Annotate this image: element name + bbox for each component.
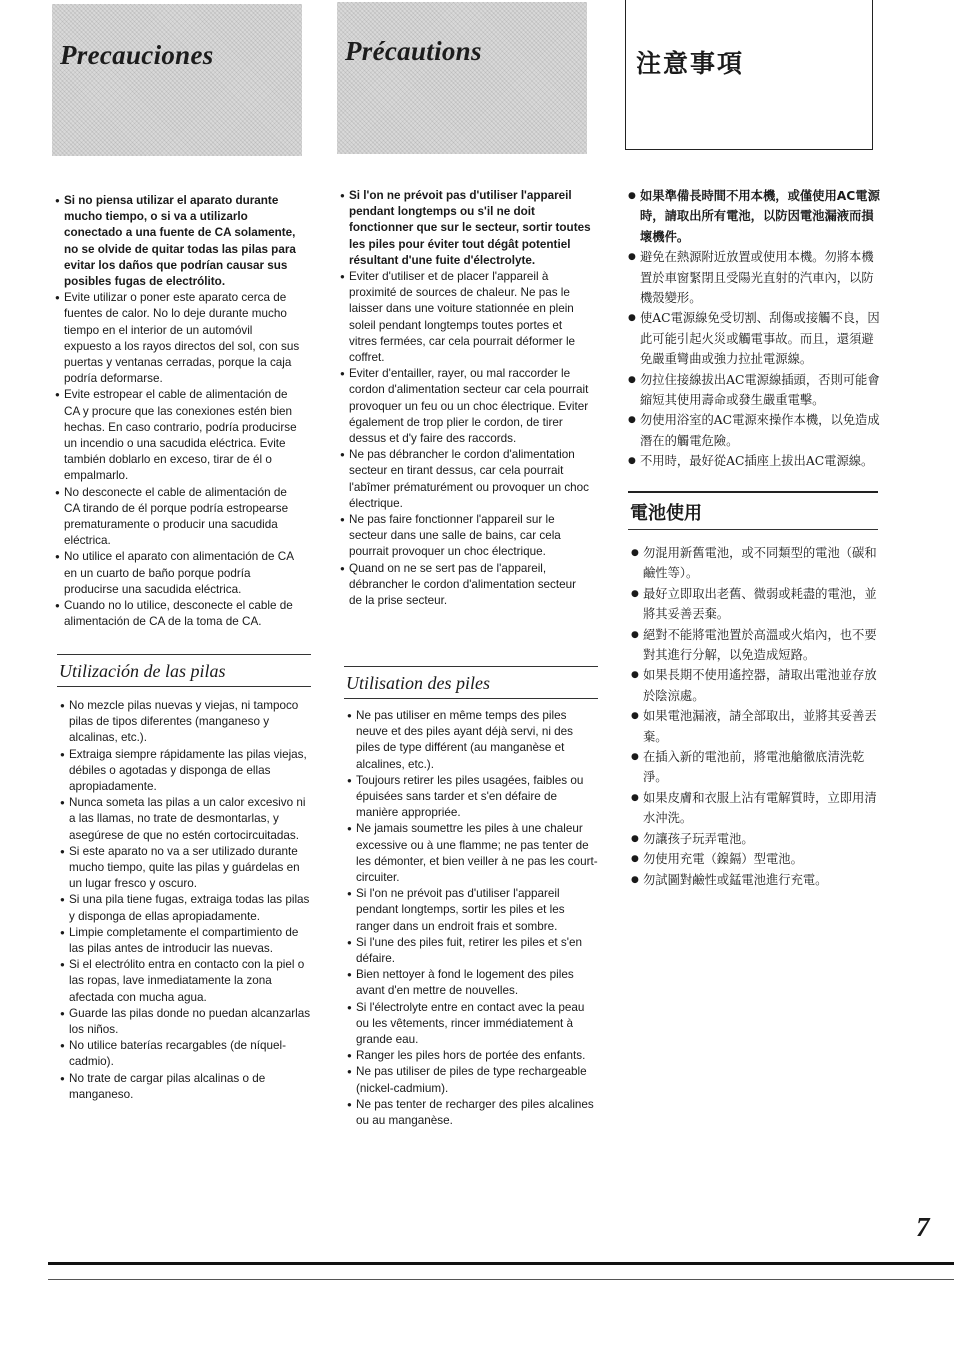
chinese-title-box bbox=[625, 0, 873, 150]
list-item: ● Ne pas faire fonctionner l'appareil sur le secteur dans une salle de bains, car cela pourrait provoquer un choc électrique. bbox=[340, 512, 592, 561]
list-item: ● 勿混用新舊電池，或不同類型的電池（碳和鹼性等）。 bbox=[631, 543, 879, 584]
list-item: ● 最好立即取出老舊、微弱或耗盡的電池，並將其妥善丟棄。 bbox=[631, 584, 879, 625]
list-item: ● No utilice el aparato con alimentación de CA en un cuarto de baño porque podría producirse una sacudida eléctrica. bbox=[55, 549, 303, 598]
list-item: ● 如果電池漏液，請全部取出，並將其妥善丟棄。 bbox=[631, 706, 879, 747]
list-item: ● 勿試圖對鹼性或錳電池進行充電。 bbox=[631, 870, 879, 890]
chinese-precautions bbox=[628, 186, 880, 472]
list-item: ● Si una pila tiene fugas, extraiga todas las pilas y disponga de ellas apropiadamente. bbox=[60, 892, 312, 924]
list-item: ● 勿讓孩子玩弄電池。 bbox=[631, 829, 879, 849]
list-item: ● Si no piensa utilizar el aparato durante mucho tiempo, o si va a utilizarlo conectado a una fuente de CA solamente, no se olvide de quitar todas las pilas para evitar los daños que podrían causar sus posibles fugas de electrólito. bbox=[55, 193, 303, 290]
page-number: 7 bbox=[916, 1212, 930, 1242]
footer-rule-thin bbox=[48, 1279, 954, 1280]
list-item: ● Ranger les piles hors de portée des enfants. bbox=[347, 1048, 599, 1064]
chinese-title: 注意事項 bbox=[636, 49, 745, 78]
list-item: ● 避免在熱源附近放置或使用本機。勿將本機置於車窗緊閉且受陽光直射的汽車內，以防機殼變形。 bbox=[628, 247, 880, 308]
list-item: ● Ne pas utiliser de piles de type rechargeable (nickel-cadmium). bbox=[347, 1064, 599, 1096]
list-item: ● 使AC電源線免受切割、刮傷或接觸不良，因此可能引起火災或觸電事故。而且，還須避免嚴重彎曲或強力拉扯電源線。 bbox=[628, 308, 880, 369]
list-item: ● Guarde las pilas donde no puedan alcanzarlas los niños. bbox=[60, 1006, 312, 1038]
list-item: ● Eviter d'utiliser et de placer l'appareil à proximité de sources de chaleur. Ne pas le laisser dans une voiture stationnée en plein soleil pendant longtemps toutes portes et vitres fermées, car cela pourrait déformer le coffret. bbox=[340, 269, 592, 366]
list-item: ● Evite utilizar o poner este aparato cerca de fuentes de calor. No lo deje durante mucho tiempo en el interior de un automóvil expuesto a los rayos directos del sol, con sus puertas y ventanas cerradas, porque la caja podría deformarse. bbox=[55, 290, 303, 387]
list-item: ● No utilice baterías recargables (de níquel-cadmio). bbox=[60, 1038, 312, 1070]
list-item: ● Ne pas utiliser en même temps des piles neuve et des piles ayant déjà servi, ni des piles de type différent (au manganèse et alcalines, etc.). bbox=[347, 708, 599, 773]
spanish-batteries bbox=[60, 698, 312, 1103]
list-item: ● Si l'on ne prévoit pas d'utiliser l'appareil pendant longtemps ou s'il ne doit fonctionner que sur le secteur, sortir toutes les piles pour éviter tout dégât potentiel résultant d'une fuite d'électrolyte. bbox=[340, 188, 592, 269]
list-item: ● Nunca someta las pilas a un calor excesivo ni a las llamas, no trate de desmontarlas, y asegúrese de que no estén cortocircuitadas. bbox=[60, 795, 312, 844]
list-item: ● Si el electrólito entra en contacto con la piel o las ropas, lave inmediatamente la zona afectada con mucha agua. bbox=[60, 957, 312, 1006]
spanish-precautions bbox=[55, 193, 303, 630]
list-item: ● Si l'on ne prévoit pas d'utiliser l'appareil pendant longtemps, sortir les piles et les ranger dans un endroit frais et sombre. bbox=[347, 886, 599, 935]
list-item: ● No mezcle pilas nuevas y viejas, ni tampoco pilas de tipos diferentes (manganeso y alcalinas, etc.). bbox=[60, 698, 312, 747]
list-item: ● Cuando no lo utilice, desconecte el cable de alimentación de CA de la toma de CA. bbox=[55, 598, 303, 630]
list-item: ● 如果準備長時間不用本機，或僅使用AC電源時，請取出所有電池，以防因電池漏液而損壞機件。 bbox=[628, 186, 880, 247]
list-item: ● Ne pas tenter de recharger des piles alcalines ou au manganèse. bbox=[347, 1097, 599, 1129]
french-title: Précautions bbox=[345, 36, 482, 66]
list-item: ● No trate de cargar pilas alcalinas o de manganeso. bbox=[60, 1071, 312, 1103]
list-item: ● 勿拉住接線拔出AC電源線插頭，否則可能會縮短其使用壽命或發生嚴重電擊。 bbox=[628, 370, 880, 411]
list-item: ● Eviter d'entailler, rayer, ou mal raccorder le cordon d'alimentation secteur car cela pourrait provoquer un feu ou un choc électrique. Eviter également de trop plier le cordon, de tirer dessus et d'y faire des raccords. bbox=[340, 366, 592, 447]
chinese-batteries bbox=[631, 543, 879, 890]
list-item: ● Extraiga siempre rápidamente las pilas viejas, débiles o agotadas y disponga de ellas apropiadamente. bbox=[60, 747, 312, 796]
french-batteries-heading: Utilisation des piles bbox=[344, 666, 598, 699]
list-item: ● Bien nettoyer à fond le logement des piles avant d'en mettre de nouvelles. bbox=[347, 967, 599, 999]
french-precautions bbox=[340, 188, 592, 609]
list-item: ● Ne pas débrancher le cordon d'alimentation secteur en tirant dessus, car cela pourrait l'abîmer prématurément ou provoquer un choc électrique. bbox=[340, 447, 592, 512]
list-item: ● 絕對不能將電池置於高溫或火焰內，也不要對其進行分解，以免造成短路。 bbox=[631, 625, 879, 666]
list-item: ● 如果長期不使用遙控器，請取出電池並存放於陰涼處。 bbox=[631, 665, 879, 706]
spanish-title: Precauciones bbox=[60, 40, 214, 70]
french-batteries bbox=[347, 708, 599, 1129]
list-item: ● Si este aparato no va a ser utilizado durante mucho tiempo, quite las pilas y guárdelas en un lugar fresco y oscuro. bbox=[60, 844, 312, 893]
french-title-banner bbox=[337, 2, 587, 154]
list-item: ● Toujours retirer les piles usagées, faibles ou épuisées sans tarder et s'en défaire de manière appropriée. bbox=[347, 773, 599, 822]
list-item: ● 在插入新的電池前，將電池艙徹底清洗乾淨。 bbox=[631, 747, 879, 788]
spanish-title-banner bbox=[52, 4, 302, 156]
list-item: ● 如果皮膚和衣服上沾有電解質時，立即用清水沖洗。 bbox=[631, 788, 879, 829]
footer-rule bbox=[48, 1262, 954, 1265]
list-item: ● No desconecte el cable de alimentación de CA tirando de él porque podría estropearse prematuramente o producir una sacudida eléctrica. bbox=[55, 485, 303, 550]
list-item: ● Si l'une des piles fuit, retirer les piles et s'en défaire. bbox=[347, 935, 599, 967]
list-item: ● Ne jamais soumettre les piles à une chaleur excessive ou à une flamme; ne pas tenter de les démonter, et bien veiller à ne pas les court-circuiter. bbox=[347, 821, 599, 886]
chinese-batteries-heading: 電池使用 bbox=[628, 491, 878, 530]
list-item: ● Quand on ne se sert pas de l'appareil, débrancher le cordon d'alimentation secteur de la prise secteur. bbox=[340, 561, 592, 610]
list-item: ● Limpie completamente el compartimiento de las pilas antes de introducir las nuevas. bbox=[60, 925, 312, 957]
list-item: ● Evite estropear el cable de alimentación de CA y procure que las conexiones estén bien hechas. En caso contrario, podría producirse un incendio o una sacudida eléctrica. Evite también doblarlo en exceso, tirar de él o empalmarlo. bbox=[55, 387, 303, 484]
list-item: ● Si l'électrolyte entre en contact avec la peau ou les vêtements, rincer immédiatement à grande eau. bbox=[347, 1000, 599, 1049]
list-item: ● 勿使用充電（鎳鎘）型電池。 bbox=[631, 849, 879, 869]
list-item: ● 勿使用浴室的AC電源來操作本機，以免造成潛在的觸電危險。 bbox=[628, 410, 880, 451]
spanish-batteries-heading: Utilización de las pilas bbox=[57, 654, 311, 687]
list-item: ● 不用時，最好從AC插座上拔出AC電源線。 bbox=[628, 451, 880, 471]
